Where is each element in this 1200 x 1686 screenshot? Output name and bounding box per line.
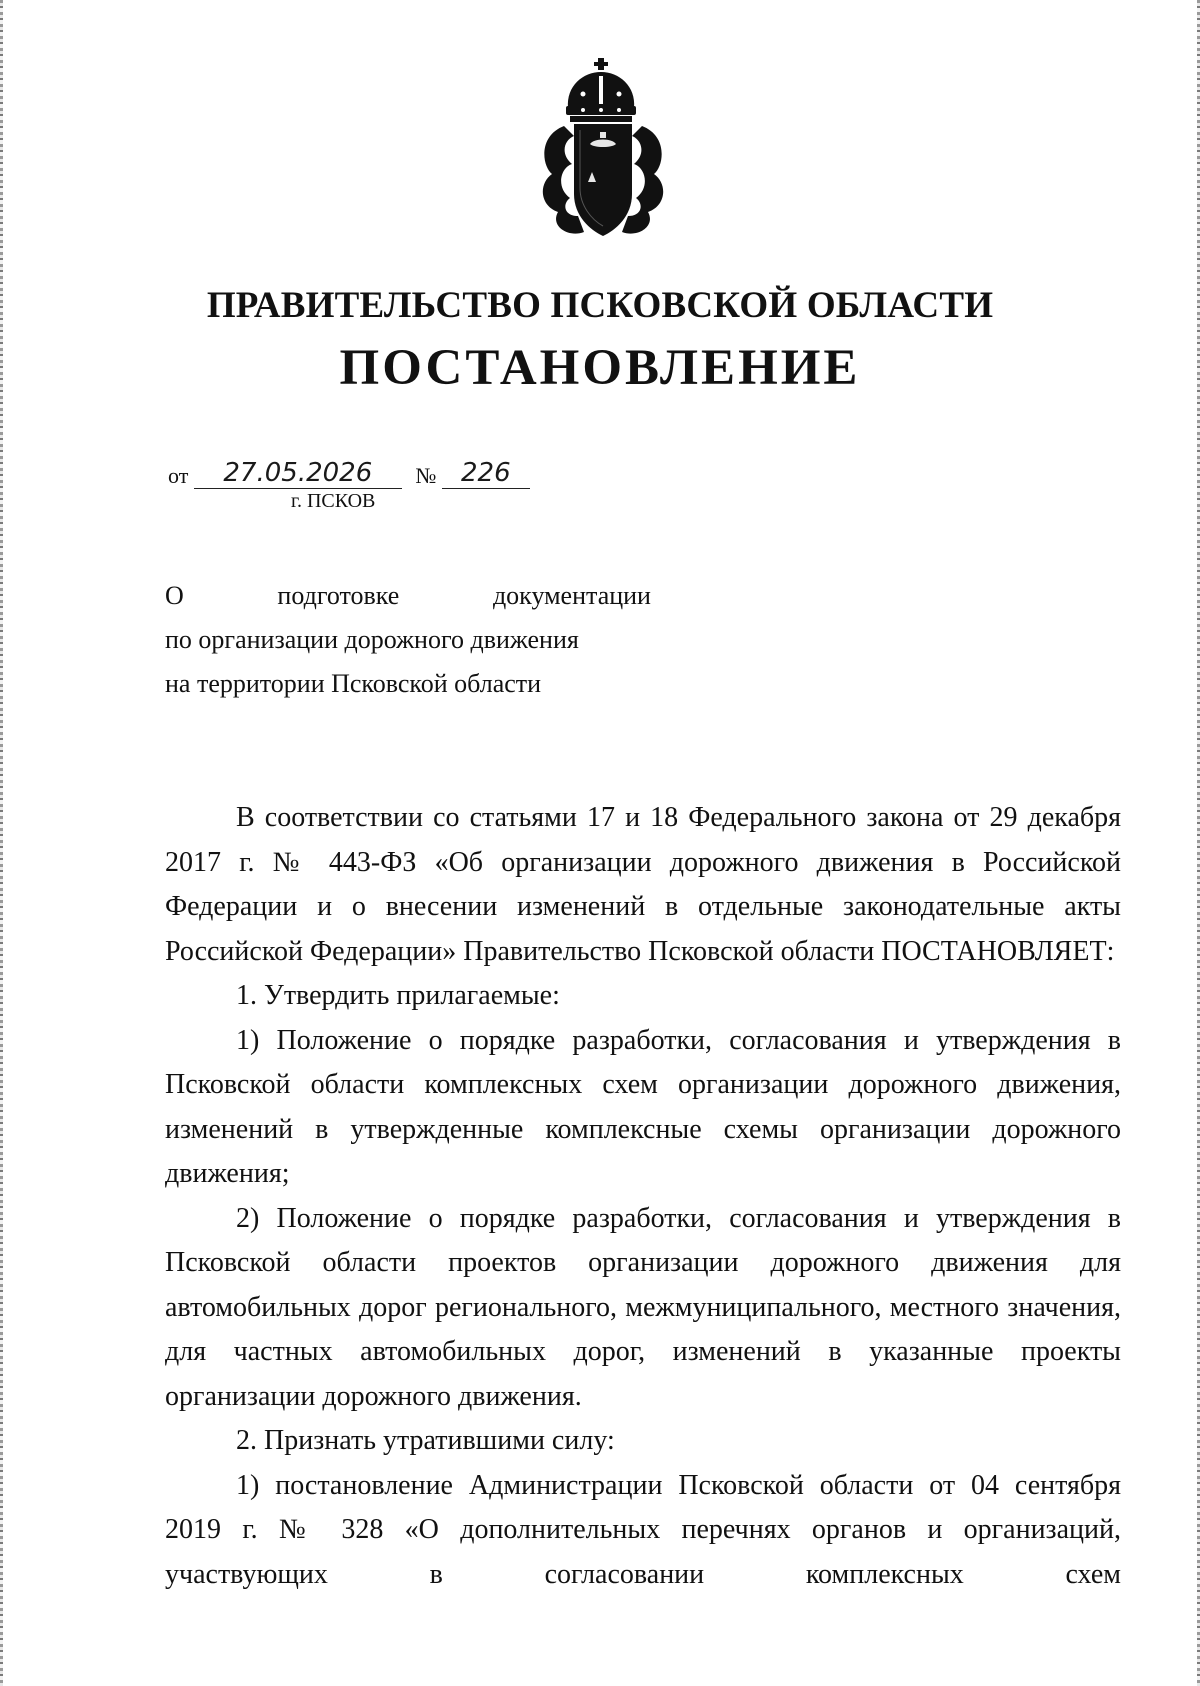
subject-line-2: по организации дорожного движения	[165, 625, 579, 654]
clause-2-1: 1) постановление Администрации Псковской области от 04 сентября 2019 г. № 328 «О дополнительных перечнях органов и организаций, участвующих в согласовании комплексных схем	[165, 1469, 1121, 1590]
clause-1-1: 1) Положение о порядке разработки, согласования и утверждения в Псковской области комплексных схем организации дорожного движения, изменений в утвержденные комплексные схемы организации дорожного движения;	[165, 1024, 1121, 1189]
subject-line-3: на территории Псковской области	[165, 669, 542, 698]
document-body	[165, 796, 1121, 1597]
preamble-paragraph: В соответствии со статьями 17 и 18 Федерального закона от 29 декабря 2017 г. № 443-ФЗ «Об организации дорожного движения в Российской Федерации и о внесении изменений в отдельные законодательные акты Российской Федерации» Правительство Псковской области ПОСТАНОВЛЯЕТ:	[165, 802, 1121, 967]
organization-title: ПРАВИТЕЛЬСТВО ПСКОВСКОЙ ОБЛАСТИ	[206, 285, 994, 326]
clause-1-2: 2) Положение о порядке разработки, согласования и утверждения в Псковской области проектов организации дорожного движения для автомобильных дорог регионального, межмуниципального, местного значения, для частных автомобильных дорог, изменений в указанные проекты организации дорожного движения.	[165, 1202, 1121, 1412]
handwritten-date: 27.05.2026	[194, 458, 402, 489]
scan-edge-left	[0, 0, 3, 1686]
pskov-coat-of-arms-icon	[528, 56, 678, 241]
clause-1: 1. Утвердить прилагаемые:	[236, 980, 560, 1011]
document-type-title: ПОСТАНОВЛЕНИЕ	[339, 340, 861, 396]
subject-line-1: О подготовке документации	[165, 581, 651, 610]
city-label: г. ПСКОВ	[291, 490, 376, 512]
number-prefix: №	[415, 463, 437, 488]
document-subject	[165, 574, 651, 706]
date-prefix: от	[168, 463, 189, 488]
handwritten-number: 226	[442, 458, 530, 489]
clause-2: 2. Признать утратившими силу:	[236, 1425, 615, 1456]
